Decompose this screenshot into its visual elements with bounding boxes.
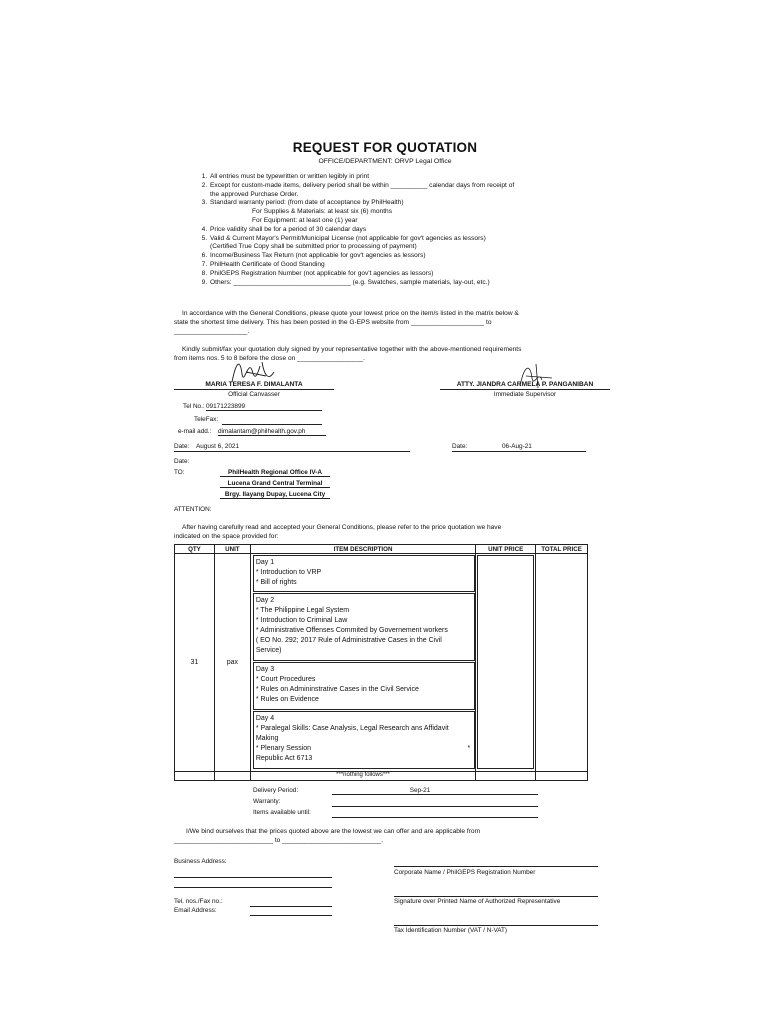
conditions-line-3: ____________________. [174,328,250,335]
canvasser-name: MARIA TERESA F. DIMALANTA [205,381,303,388]
day-2-block: Day 2 * The Philippine Legal System * Introduction to Criminal Law * Administrative Offenses Commited by Governement workers ( EO No. 292; 2017 Rule of Administrative Cases in the Civil Service) [253,593,475,661]
tel-label: Tel No.: [183,403,205,410]
tin-label: Tax Identification Number (VAT / N-VAT) [394,927,508,934]
tel-value: 09171223899 [206,403,322,411]
instruction-item: 9. Others: ________________________________ (e.g. Swatches, sample materials, lay-out, etc.) [209,279,589,288]
bind-line-2: ___________________________ to ___________________________. [174,837,384,844]
table-header-row [175,545,588,554]
day-4-block: Day 4 * Paralegal Skills: Case Analysis, Legal Research ans Affidavit Making * Plenary Session Republic Act 6713 * [253,711,475,769]
bind-line-1: I/We bind ourselves that the prices quoted above are the lowest we can offer and are applicable from [186,828,481,835]
total-price-cell [536,554,588,772]
supervisor-name: ATTY. JIANDRA CARMELA P. PANGANIBAN [456,381,594,388]
instruction-item: 7. PhilHealth Certificate of Good Standing [209,261,589,270]
email-label: e-mail add.: [178,428,212,435]
attention-label: ATTENTION: [174,506,212,513]
recipient-line-2: Lucena Grand Central Terminal [220,480,330,488]
asterisk-mark: * [467,745,471,752]
warranty-label: Warranty: [253,798,281,805]
table-footer-row [175,772,588,781]
date-left-label: Date: [174,443,190,450]
signature-label: Signature over Printed Name of Authorized Representative [394,898,561,905]
business-address-label: Business Address: [174,858,227,865]
unit-cell: pax [214,554,250,772]
header-total-price: TOTAL PRICE [536,545,588,554]
delivery-period-label: Delivery Period: [253,787,299,794]
quotation-table [174,544,588,781]
intro-line-1: After having carefully read and accepted your General Conditions, please refer to the price quotation we have [182,524,502,531]
conditions-line-1: In accordance with the General Conditions, please quote your lowest price on the item/s listed in the matrix below & [182,310,519,317]
email-value: dimalantam@philhealth.gov.ph [218,428,326,436]
delivery-period-value: Sep-21 [332,787,538,795]
supervisor-title: Immediate Supervisor [493,391,557,398]
instruction-item: 1. All entries must be typewritten or written legibly in print [209,173,589,182]
email-address-label: Email Address: [174,907,217,914]
instruction-item: 2. Except for custom-made items, delivery period shall be within __________ calendar days from receipt of the approved Purchase Order. [209,182,589,200]
tel-fax-label: Tel. nos./Fax no.: [174,898,223,905]
recipient-line-3: Brgy. Ilayang Dupay, Lucena City [220,491,330,499]
item-description-cell [250,554,475,772]
nothing-follows: ***nothing follows*** [250,772,475,781]
corporate-name-label: Corporate Name / PhilGEPS Registration Number [394,869,536,876]
instruction-item: 5. Valid & Current Mayor's Permit/Municipal License (not applicable for gov't agencies as lessors) (Certified True Copy shall be submitted prior to processing of payment) [209,235,589,253]
conditions-line-2: state the shortest time delivery. This has been posted in the G-EPS website from ____________________ to [174,319,492,326]
qty-cell: 31 [175,554,215,772]
header-unit: UNIT [214,545,250,554]
page-title: REQUEST FOR QUOTATION [292,140,478,155]
instruction-item: 3. Standard warranty period: (from date of acceptance by PhilHealth) For Supplies & Materials: at least six (6) months For Equipment: at least one (1) year [209,199,589,225]
telefax-label: TeleFax: [194,416,219,423]
date-right-value: 06-Aug-21 [502,443,532,450]
canvasser-title: Official Canvasser [228,391,280,398]
date-right-label: Date: [452,443,468,450]
submit-line-2: from items nos. 5 to 8 before the close on __________________. [174,355,365,362]
instruction-item: 4. Price validity shall be for a period of 30 calendar days [209,226,589,235]
unit-price-cell [476,554,536,772]
office-department: OFFICE/DEPARTMENT: ORVP Legal Office [318,158,452,165]
instruction-item: 6. Income/Business Tax Return (not applicable for gov't agencies as lessors) [209,252,589,261]
instructions-list [186,173,589,287]
day-3-block: Day 3 * Court Procedures * Rules on Admininstrative Cases in the Civil Service * Rules on Evidence [253,662,475,710]
instruction-item: 8. PhilGEPS Registration Number (not applicable for gov't agencies as lessors) [209,270,589,279]
day-1-block: Day 1 * Introduction to VRP * Bill of rights [253,555,475,592]
intro-line-2: indicated on the space provided for: [174,533,279,540]
to-label: TO: [174,469,185,476]
submit-line-1: Kindly submit/fax your quotation duly signed by your representative together with the above-mentioned requirements [182,346,522,353]
header-qty: QTY [175,545,215,554]
recipient-date-label: Date: [174,458,190,465]
table-row [175,554,588,772]
header-item-description: ITEM DESCRIPTION [250,545,475,554]
items-available-label: Items available until: [253,809,311,816]
telefax-line [222,424,322,425]
recipient-line-1: PhilHealth Regional Office IV-A [220,469,330,477]
date-left-value: August 6, 2021 [196,443,239,450]
header-unit-price: UNIT PRICE [476,545,536,554]
